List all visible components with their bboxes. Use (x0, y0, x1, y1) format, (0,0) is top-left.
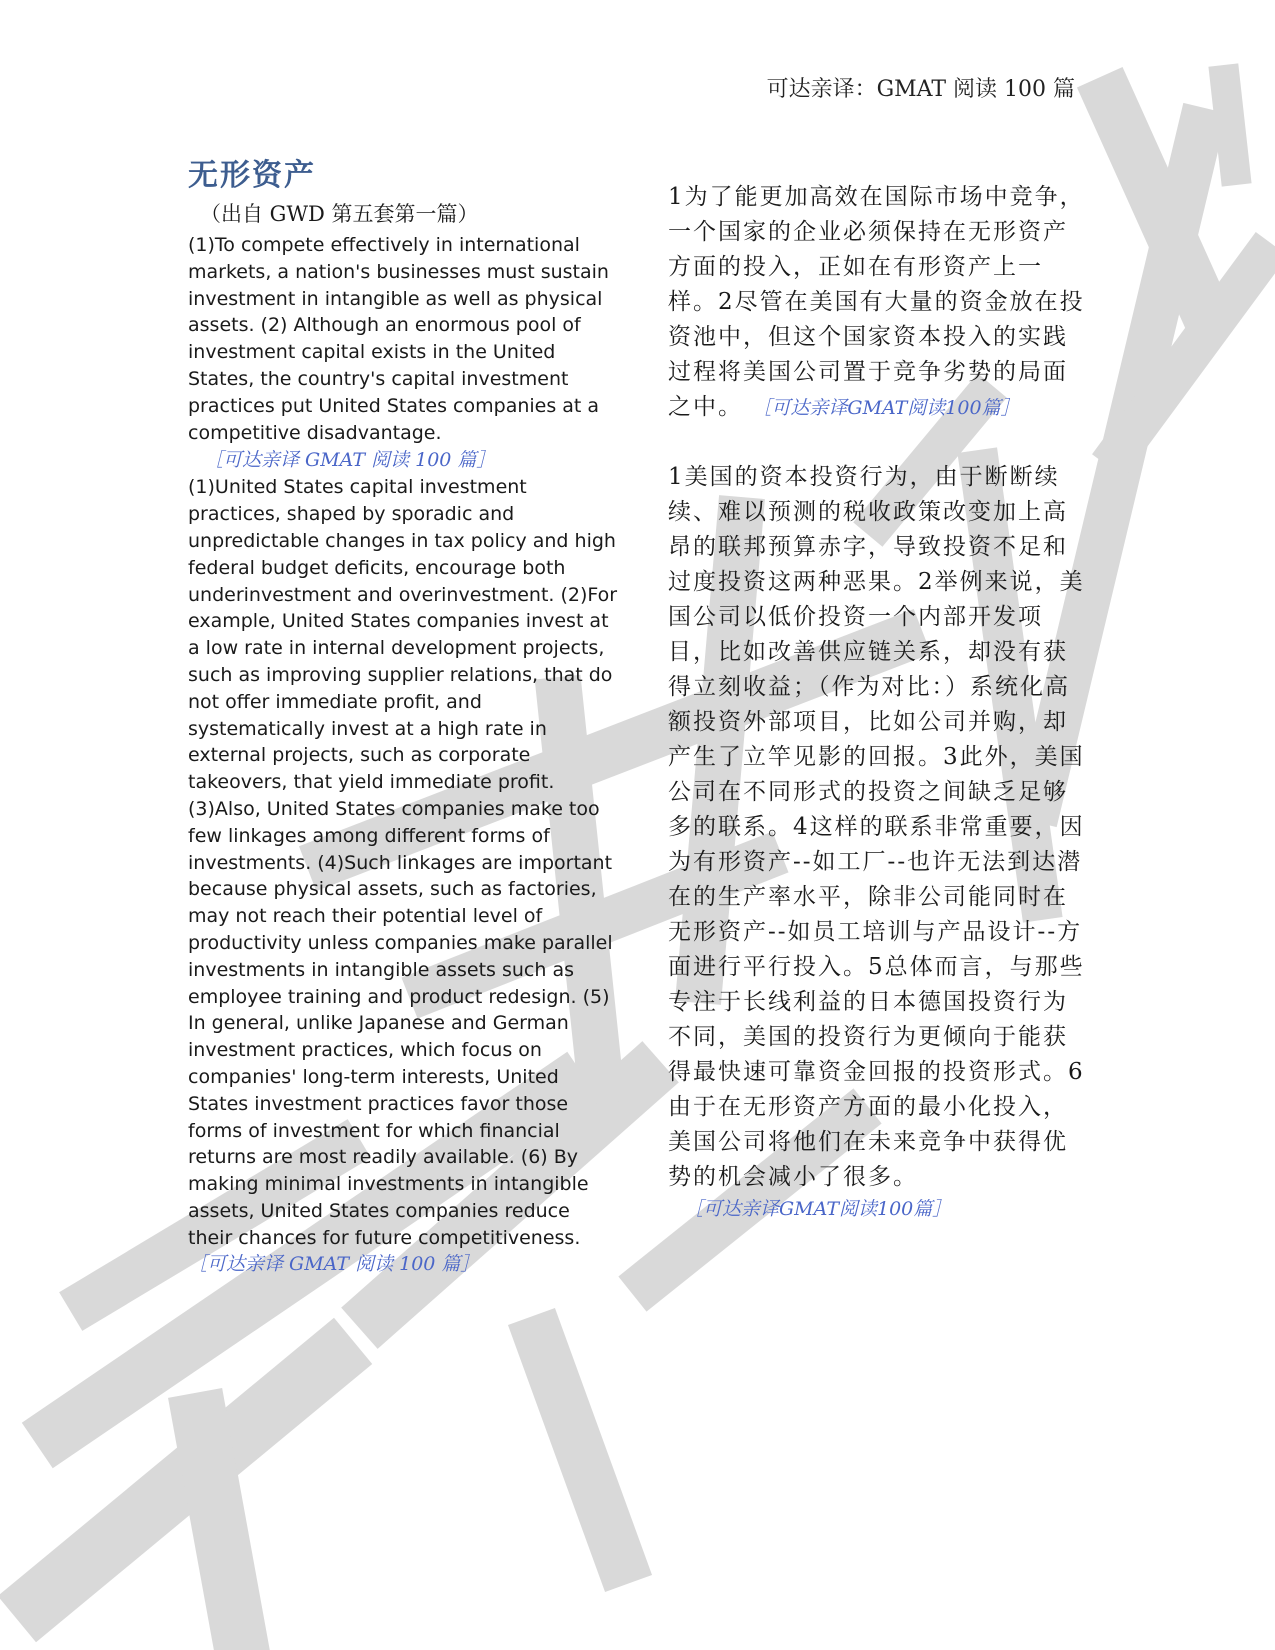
english-paragraph-1 (188, 232, 618, 474)
chinese-paragraph-2-text: 1美国的资本投资行为，由于断断续续、难以预测的税收政策改变加上高昂的联邦预算赤字，导致投资不足和过度投资这两种恶果。2举例来说，美国公司以低价投资一个内部开发项目，比如改善供应链关系，却没有获得立刻收益；（作为对比：）系统化高额投资外部项目，比如公司并购，却产生了立竿见影的回报。3此外，美国公司在不同形式的投资之间缺乏足够多的联系。4这样的联系非常重要，因为有形资产--如工厂--也许无法到达潜在的生产率水平，除非公司能同时在无形资产--如员工培训与产品设计--方面进行平行投入。5总体而言，与那些专注于长线利益的日本德国投资行为不同，美国的投资行为更倾向于能获得最快速可靠资金回报的投资形式。6由于在无形资产方面的最小化投入，美国公司将他们在未来竞争中获得优势的机会减小了很多。 (668, 464, 1085, 1190)
english-paragraph-2-text: (1)United States capital investment practices, shaped by sporadic and unpredictable changes in tax policy and high federal budget deficits, encourage both underinvestment and overinvestment. (2)For example, United States companies invest at a low rate in internal development projects, such as improving supplier relations, that do not offer immediate profit, and systematically invest at a high rate in external projects, such as corporate takeovers, that yield immediate profit. (3)Also, United States companies make too few linkages among different forms of investments. (4)Such linkages are important because physical assets, such as factories, may not reach their potential level of productivity unless companies make parallel investments in intangible assets such as employee training and product redesign. (5) In general, unlike Japanese and German investment practices, which focus on companies' long-term interests, United States investment practices favor those forms of investment for which financial returns are most readily available. (6) By making minimal investments in intangible assets, United States companies reduce their chances for future competitiveness. (188, 476, 618, 1249)
chinese-paragraph-1-text: 1为了能更加高效在国际市场中竞争，一个国家的企业必须保持在无形资产方面的投入，正如在有形资产上一样。2尽管在美国有大量的资金放在投资池中，但这个国家资本投入的实践过程将美国公司置于竞争劣势的局面之中。 (668, 184, 1085, 420)
page-header: 可达亲译：GMAT 阅读 100 篇 (766, 77, 1075, 102)
translation-tag: ［可达亲译GMAT阅读100篇］ (684, 1198, 952, 1220)
article-source: （出自 GWD 第五套第一篇） (200, 202, 479, 226)
chinese-paragraph-2 (668, 460, 1088, 1223)
translation-tag: ［可达亲译 GMAT 阅读 100 篇］ (188, 1253, 480, 1276)
english-paragraph-2 (188, 474, 618, 1278)
translation-tag: ［可达亲译 GMAT 阅读 100 篇］ (204, 449, 496, 472)
chinese-paragraph-1 (668, 180, 1088, 426)
english-paragraph-1-text: (1)To compete effectively in international markets, a nation's businesses must sustain investment in intangible as well as physical assets. (2) Although an enormous pool of investment capital exists in the United States, the country's capital investment practices put United States companies at a competitive disadvantage. (188, 234, 609, 444)
paragraph-gap (668, 426, 1088, 460)
english-column (188, 150, 618, 1278)
chinese-column (668, 180, 1088, 1223)
translation-tag: ［可达亲译GMAT阅读100篇］ (752, 397, 1020, 419)
article-title: 无形资产 (188, 158, 316, 193)
